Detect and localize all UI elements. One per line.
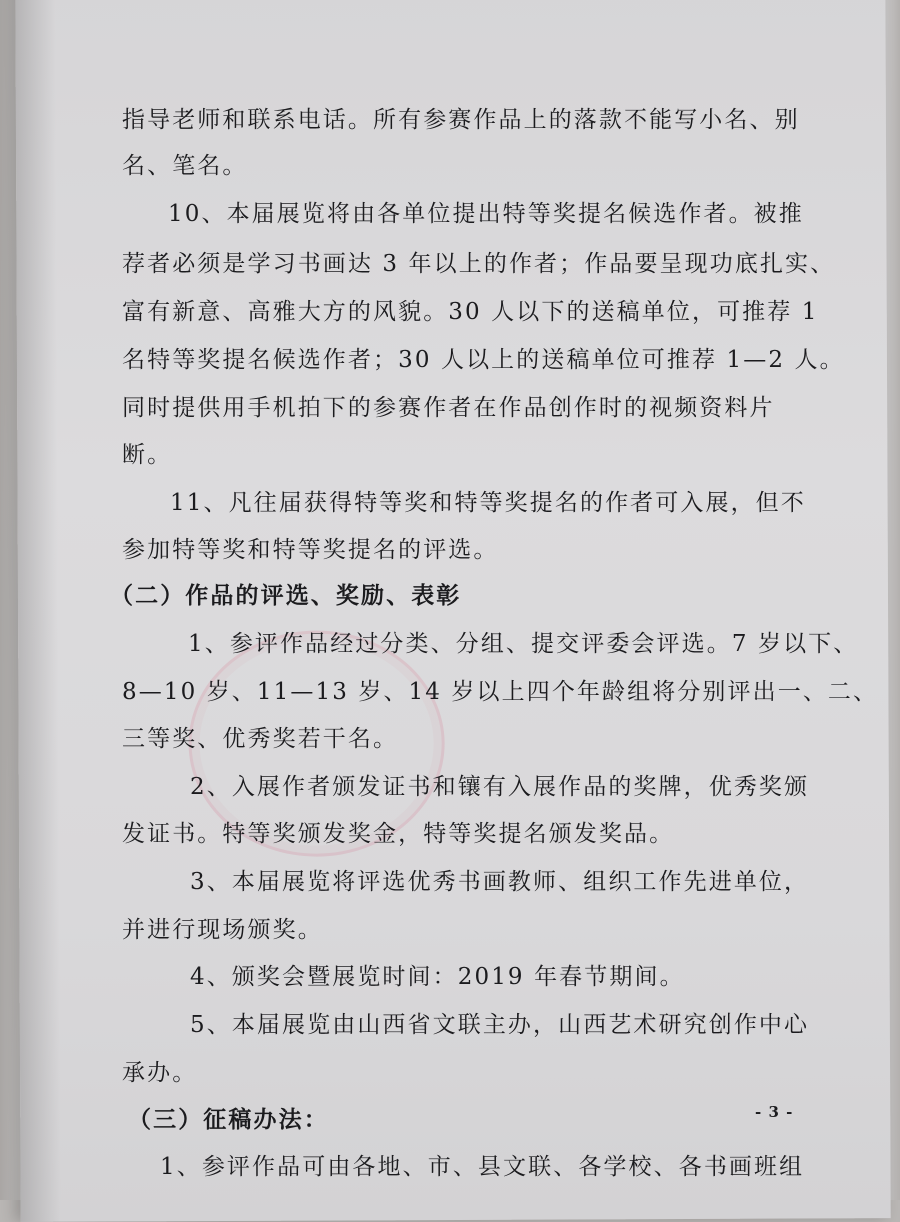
item-11-line-2: 参加特等奖和特等奖提名的评选。 — [122, 537, 499, 563]
page-number: - 3 - — [755, 1103, 794, 1121]
item-10-line-4: 名特等奖提名候选作者；30 人以上的送稿单位可推荐 1—2 人。 — [122, 347, 845, 373]
body-line-2: 名、笔名。 — [122, 153, 248, 179]
page-fold-shadow — [15, 0, 60, 1222]
item-11-line-1: 11、凡往届获得特等奖和特等奖提名的作者可入展，但不 — [170, 490, 806, 516]
section-heading-3: （三）征稿办法： — [128, 1106, 329, 1133]
item-10-line-1: 10、本届展览将由各单位提出特等奖提名候选作者。被推 — [168, 201, 804, 227]
section2-item-4: 4、颁奖会暨展览时间：2019 年春节期间。 — [190, 964, 685, 990]
item-10-line-2: 荐者必须是学习书画达 3 年以上的作者；作品要呈现功底扎实、 — [122, 251, 836, 277]
section2-item-3-line-2: 并进行现场颁奖。 — [122, 917, 323, 943]
section2-item-5-line-1: 5、本届展览由山西省文联主办，山西艺术研究创作中心 — [190, 1012, 810, 1038]
body-line-1: 指导老师和联系电话。所有参赛作品上的落款不能写小名、别 — [122, 107, 800, 133]
section2-item-2-line-2: 发证书。特等奖颁发奖金，特等奖提名颁发奖品。 — [122, 821, 675, 847]
section2-item-2-line-1: 2、入展作者颁发证书和镶有入展作品的奖牌，优秀奖颁 — [190, 774, 810, 800]
section2-item-1-line-3: 三等奖、优秀奖若干名。 — [122, 726, 399, 752]
item-10-line-6: 断。 — [122, 442, 173, 468]
item-10-line-3: 富有新意、高雅大方的风貌。30 人以下的送稿单位，可推荐 1 — [122, 299, 819, 325]
section2-item-1-line-2: 8—10 岁、11—13 岁、14 岁以上四个年龄组将分别评出一、二、 — [122, 679, 879, 705]
section3-item-1-line-1: 1、参评作品可由各地、市、县文联、各学校、各书画班组 — [160, 1154, 805, 1180]
item-10-line-5: 同时提供用手机拍下的参赛作者在作品创作时的视频资料片 — [122, 395, 775, 421]
section2-item-5-line-2: 承办。 — [122, 1060, 198, 1086]
section2-item-1-line-1: 1、参评作品经过分类、分组、提交评委会评选。7 岁以下、 — [188, 631, 859, 657]
section-heading-2: （二）作品的评选、奖励、表彰 — [110, 582, 462, 609]
section2-item-3-line-1: 3、本届展览将评选优秀书画教师、组织工作先进单位， — [190, 869, 810, 895]
